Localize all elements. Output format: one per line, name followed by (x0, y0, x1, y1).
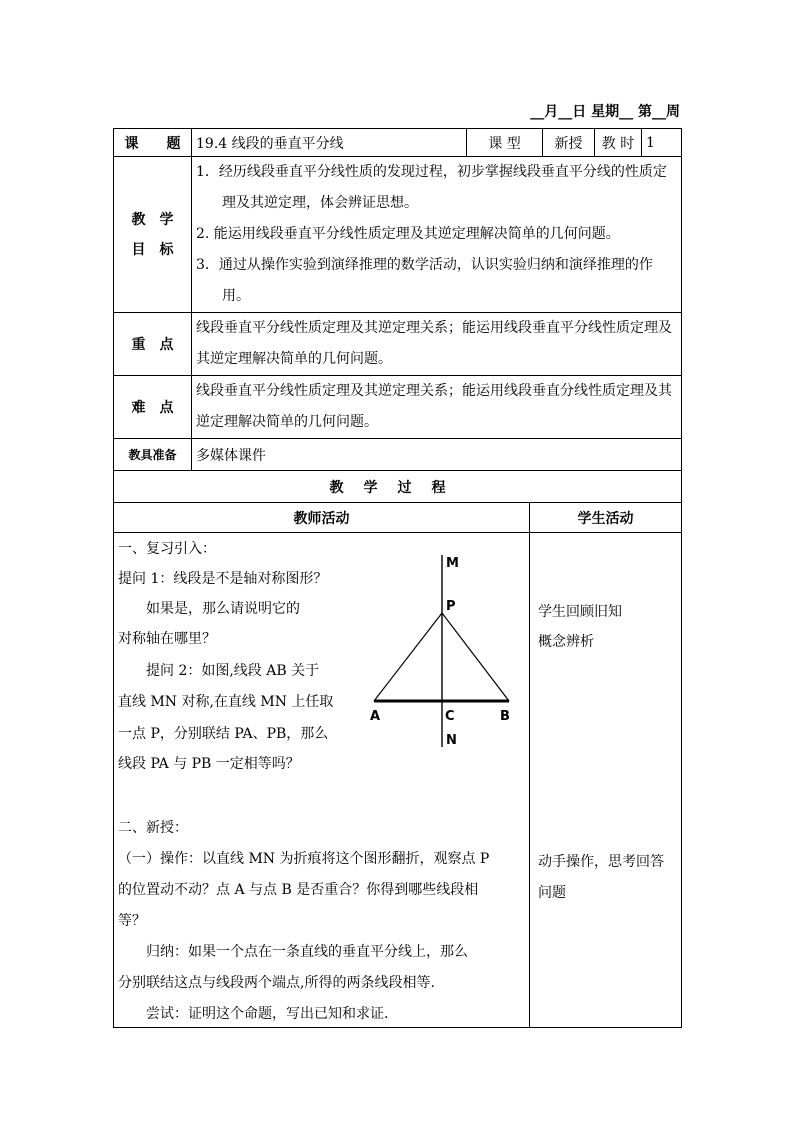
objectives-label-line1: 教 学 (131, 211, 174, 228)
objective-item-3: 3．通过从操作实验到演绎推理的数学活动，认识实验归纳和演绎推理的作用。 (196, 257, 653, 304)
hours-label: 教 时 (595, 129, 642, 157)
label-b: B (500, 709, 510, 724)
materials-value: 多媒体课件 (192, 439, 682, 471)
difficulties-row (114, 376, 682, 439)
label-p: P (446, 599, 456, 614)
operation-line-1: （一）操作：以直线 MN 为折痕将这个图形翻折，观察点 P (118, 851, 490, 867)
segment-pa (374, 613, 442, 701)
student-activity-1-line-2: 概念辨析 (538, 634, 594, 650)
objectives-content (192, 157, 682, 313)
operation-line-2: 的位置动不动？点 A 与点 B 是否重合？你得到哪些线段相 (118, 882, 479, 898)
objective-item-1: 1．经历线段垂直平分线性质的发现过程，初步掌握线段垂直平分线的性质定理及其逆定理，体会辨证思想。 (196, 164, 667, 211)
student-activity-1-line-1: 学生回顾旧知 (538, 604, 622, 620)
student-header: 学生活动 (530, 503, 682, 533)
label-m: M (446, 556, 459, 571)
student-activity-2-line-2: 问题 (538, 885, 566, 901)
header-row (114, 129, 682, 157)
question-2-line-4: 线段 PA 与 PB 一定相等吗？ (118, 756, 300, 772)
activity-body-row (114, 533, 682, 1028)
difficulties-text: 线段垂直平分线性质定理及其逆定理关系；能运用线段垂直分线性质定理及其逆定理解决简单的几何问题。 (192, 376, 682, 439)
question-1-line-1: 提问 1：线段是不是轴对称图形？ (118, 571, 328, 587)
operation-line-3: 等？ (118, 913, 146, 929)
label-a: A (370, 709, 381, 724)
perpendicular-bisector-figure (364, 551, 524, 751)
label-c: C (445, 709, 455, 724)
process-title-row (114, 471, 682, 503)
label-n: N (446, 733, 457, 748)
key-points-text: 线段垂直平分线性质定理及其逆定理关系；能运用线段垂直平分线性质定理及其逆定理解决简单的几何问题。 (192, 313, 682, 376)
key-points-label: 重 点 (114, 313, 192, 376)
activity-header-row (114, 503, 682, 533)
segment-pb (442, 613, 509, 701)
lesson-plan-table (113, 128, 682, 1028)
objective-item-2: 2. 能运用线段垂直平分线性质定理及其逆定理解决简单的几何问题。 (196, 226, 620, 242)
question-1-line-3: 对称轴在哪里？ (118, 631, 216, 647)
try-line: 尝试：证明这个命题，写出已知和求证. (146, 1006, 389, 1022)
question-2-line-2: 直线 MN 对称,在直线 MN 上任取 (118, 694, 334, 710)
materials-label: 教具准备 (114, 439, 192, 471)
question-1-line-2: 如果是，那么请说明它的 (146, 601, 300, 617)
teacher-activity-cell (114, 533, 530, 1028)
hours-value: 1 (642, 129, 682, 157)
topic-label: 课 题 (114, 129, 192, 157)
review-title: 一、复习引入： (118, 541, 216, 557)
materials-row (114, 439, 682, 471)
question-2-line-3: 一点 P，分别联结 PA、PB，那么 (118, 726, 329, 742)
process-title: 教学过程 (114, 471, 682, 503)
induction-line-2: 分别联结这点与线段两个端点,所得的两条线段相等. (118, 975, 435, 991)
date-line: __月__日 星期__ 第__周 (530, 104, 680, 120)
objectives-label-line2: 目 标 (131, 241, 174, 258)
question-2-line-1: 提问 2：如图,线段 AB 关于 (146, 663, 320, 679)
key-points-row (114, 313, 682, 376)
induction-line-1: 归纳：如果一个点在一条直线的垂直平分线上，那么 (146, 944, 468, 960)
topic-value: 19.4 线段的垂直平分线 (192, 129, 467, 157)
student-activity-cell (530, 533, 682, 1028)
type-label: 课 型 (467, 129, 543, 157)
objectives-row (114, 157, 682, 313)
difficulties-label: 难 点 (114, 376, 192, 439)
student-activity-2-line-1: 动手操作，思考回答 (538, 854, 664, 870)
new-lesson-title: 二、新授： (118, 820, 188, 836)
type-value: 新授 (543, 129, 595, 157)
objectives-label (114, 157, 192, 313)
teacher-header: 教师活动 (114, 503, 530, 533)
